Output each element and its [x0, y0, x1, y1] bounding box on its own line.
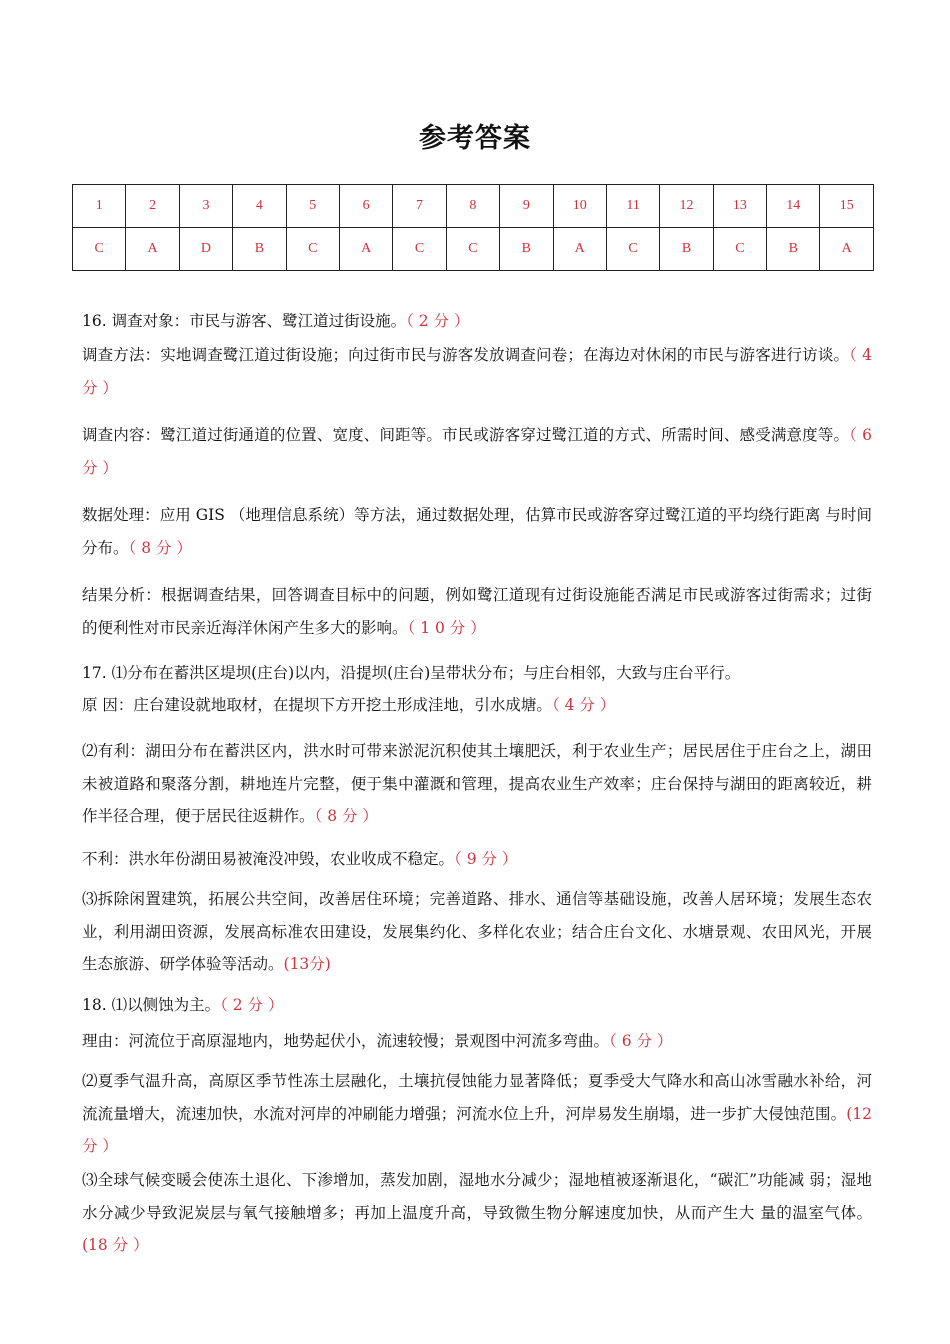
answer-letter: B [500, 228, 553, 271]
question-number: 11 [606, 185, 659, 228]
answer-text: 16. 调查对象：市民与游客、鹭江道过街设施。 [82, 312, 407, 330]
score-label: （ 2 分 ） [406, 312, 470, 330]
score-label: （ 2 分 ） [220, 996, 284, 1014]
answer-text: 理由：河流位于高原湿地内，地势起伏小，流速较慢；景观图中河流多弯曲。 [82, 1032, 610, 1050]
answer-paragraph [82, 657, 872, 690]
question-number: 9 [500, 185, 553, 228]
answer-letter: A [820, 228, 874, 271]
answer-letter-row [73, 228, 874, 271]
answer-text: 17. ⑴分布在蓄洪区堤坝(庄台)以内，沿提坝(庄台)呈带状分布；与庄台相邻，大致与庄台平行。 [82, 664, 741, 682]
answer-text: ⑵有利：湖田分布在蓄洪区内，洪水时可带来淤泥沉积使其土壤肥沃，利于农业生产；居民居住于庄台之上，湖田未被道路和聚落分割，耕地连片完整，便于集中灌溉和管理，提高农业生产效率；庄台保持与湖田的距离较近，耕作半径合理，便于居民往返耕作。 [82, 742, 872, 825]
question-number: 14 [767, 185, 820, 228]
answer-number-row [73, 185, 874, 228]
answer-paragraph [82, 579, 872, 644]
answer-paragraph [82, 419, 872, 484]
question-number: 7 [393, 185, 446, 228]
question-number: 6 [339, 185, 392, 228]
answer-text: 原 因：庄台建设就地取材，在提坝下方开挖土形成洼地，引水成塘。 [82, 696, 552, 714]
answer-paragraph [82, 339, 872, 404]
answer-text: 数据处理：应用 GIS （地理信息系统）等方法，通过数据处理，估算市民或游客穿过鹭江道的平均绕行距离 与时间分布。 [82, 506, 872, 557]
answer-table [72, 184, 874, 271]
score-label: （ 4 分 ） [551, 696, 616, 714]
score-label: (18 分 ） [82, 1236, 149, 1254]
page-title: 参考答案 [419, 123, 531, 154]
answer-letter: D [179, 228, 232, 271]
answer-text: ⑶全球气候变暖会使冻土退化、下渗增加，蒸发加剧，湿地水分减少；湿地植被逐渐退化，“碳汇”功能减 弱；湿地水分减少导致泥炭层与氧气接触增多；再加上温度升高，导致微生物分解速度加快，从而产生大 量的温室气体。 [82, 1171, 872, 1222]
answer-text: ⑵夏季气温升高，高原区季节性冻土层融化，土壤抗侵蚀能力显著降低；夏季受大气降水和高山冰雪融水补给，河流流量增大，流速加快，水流对河岸的冲刷能力增强；河流水位上升，河岸易发生崩塌，进一步扩大侵蚀范围。 [82, 1072, 872, 1123]
answer-paragraph [82, 1025, 872, 1058]
question-number: 15 [820, 185, 874, 228]
answer-letter: A [339, 228, 392, 271]
answer-paragraph [82, 689, 872, 722]
score-label: （ 9 分 ） [454, 850, 518, 868]
answer-paragraph [82, 735, 872, 833]
answer-letter: B [660, 228, 713, 271]
score-label: (13分) [283, 955, 331, 973]
answer-letter: C [393, 228, 446, 271]
score-label: （ 8 分 ） [314, 807, 378, 825]
question-number: 4 [233, 185, 286, 228]
score-label: （ 6 分 ） [82, 426, 872, 477]
score-label: （ 6 分 ） [609, 1032, 673, 1050]
answer-paragraph [82, 843, 872, 876]
answer-paragraph [82, 499, 872, 564]
question-number: 3 [179, 185, 232, 228]
answer-letter: C [286, 228, 339, 271]
question-number: 5 [286, 185, 339, 228]
answer-text: ⑶拆除闲置建筑，拓展公共空间，改善居住环境；完善道路、排水、通信等基础设施，改善人居环境；发展生态农业，利用湖田资源，发展高标准农田建设，发展集约化、多样化农业；结合庄台文化、水塘景观、农田风光，开展生态旅游、研学体验等活动。 [82, 890, 872, 973]
score-label: (12 分 ） [82, 1104, 872, 1155]
question-number: 10 [553, 185, 606, 228]
question-number: 1 [73, 185, 126, 228]
answer-text: 调查方法：实地调查鹭江道过街设施；向过街市民与游客发放调查问卷；在海边对休闲的市民与游客进行访谈。 [82, 346, 850, 364]
question-number: 2 [126, 185, 179, 228]
answer-paragraph [82, 989, 872, 1022]
answer-text: 18. ⑴以侧蚀为主。 [82, 996, 221, 1014]
answer-letter: C [606, 228, 659, 271]
answer-paragraph [82, 305, 872, 338]
answer-paragraph [82, 883, 872, 981]
answer-paragraph [82, 1065, 872, 1163]
question-number: 12 [660, 185, 713, 228]
answer-letter: C [713, 228, 766, 271]
question-number: 13 [713, 185, 766, 228]
answer-letter: A [553, 228, 606, 271]
answer-text: 结果分析：根据调查结果，回答调查目标中的问题，例如鹭江道现有过街设施能否满足市民或游客过街需求；过街的便利性对市民亲近海洋休闲产生多大的影响。 [82, 586, 872, 637]
answer-text: 调查内容：鹭江道过街通道的位置、宽度、间距等。市民或游客穿过鹭江道的方式、所需时间、感受满意度等。 [82, 426, 850, 444]
score-label: （ 8 分 ） [128, 538, 192, 557]
question-number: 8 [446, 185, 499, 228]
answer-letter: C [446, 228, 499, 271]
answer-letter: B [767, 228, 820, 271]
answer-paragraph [82, 1164, 872, 1262]
answer-letter: B [233, 228, 286, 271]
answer-letter: A [126, 228, 179, 271]
score-label: （ 4 分 ） [82, 346, 872, 397]
answer-letter: C [73, 228, 126, 271]
score-label: （ 1 0 分 ） [407, 618, 486, 637]
answer-text: 不利：洪水年份湖田易被淹没冲毁，农业收成不稳定。 [82, 850, 455, 868]
